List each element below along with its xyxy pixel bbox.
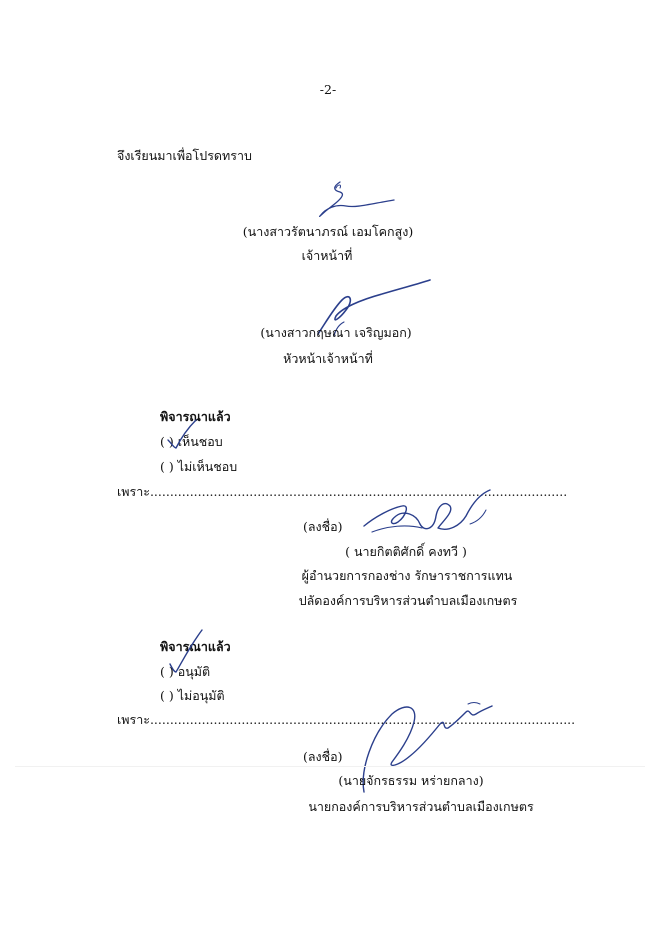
page-number: -2- <box>319 82 337 97</box>
review2-name: (นายจักรธรรม หร่ายกลาง) <box>338 773 484 788</box>
officer-signature <box>310 178 400 222</box>
review2-position: นายกองค์การบริหารส่วนตำบลเมืองเกษตร <box>308 799 534 814</box>
review1-position-line1: ผู้อำนวยการกองช่าง รักษาราชการแทน <box>301 568 513 583</box>
review1-option-disagree: ( ) ไม่เห็นชอบ <box>160 459 238 474</box>
closing-line: จึงเรียนมาเพื่อโปรดทราบ <box>117 148 252 163</box>
review1-check-mark <box>164 418 200 452</box>
review2-option-approve: ( ) อนุมัติ <box>160 664 211 679</box>
review1-sign-label: (ลงชื่อ) <box>303 519 343 534</box>
officer-position: เจ้าหน้าที่ <box>301 248 353 263</box>
review1-option-agree: ( ) เห็นชอบ <box>160 434 223 449</box>
review1-name: ( นายกิตติศักดิ์ คงทวี ) <box>345 544 467 559</box>
head-officer-name: (นางสาวกฤษณา เจริญมอก) <box>260 325 412 340</box>
review1-signature <box>358 486 494 542</box>
head-officer-position: หัวหน้าเจ้าหน้าที่ <box>283 351 373 366</box>
review1-reason-line: เพราะ......................................................................................................... <box>117 484 568 499</box>
review2-sign-label: (ลงชื่อ) <box>303 749 343 764</box>
scan-seam-line <box>15 766 645 767</box>
review1-position-line2: ปลัดองค์การบริหารส่วนตำบลเมืองเกษตร <box>298 593 518 608</box>
review2-option-disapprove: ( ) ไม่อนุมัติ <box>160 688 225 703</box>
officer-name: (นางสาวรัตนาภรณ์ เอมโคกสูง) <box>242 224 414 239</box>
review1-heading: พิจารณาแล้ว <box>160 409 231 424</box>
review2-reason-line: เพราะ........................................................................................................... <box>117 712 576 727</box>
review2-heading: พิจารณาแล้ว <box>160 639 231 654</box>
